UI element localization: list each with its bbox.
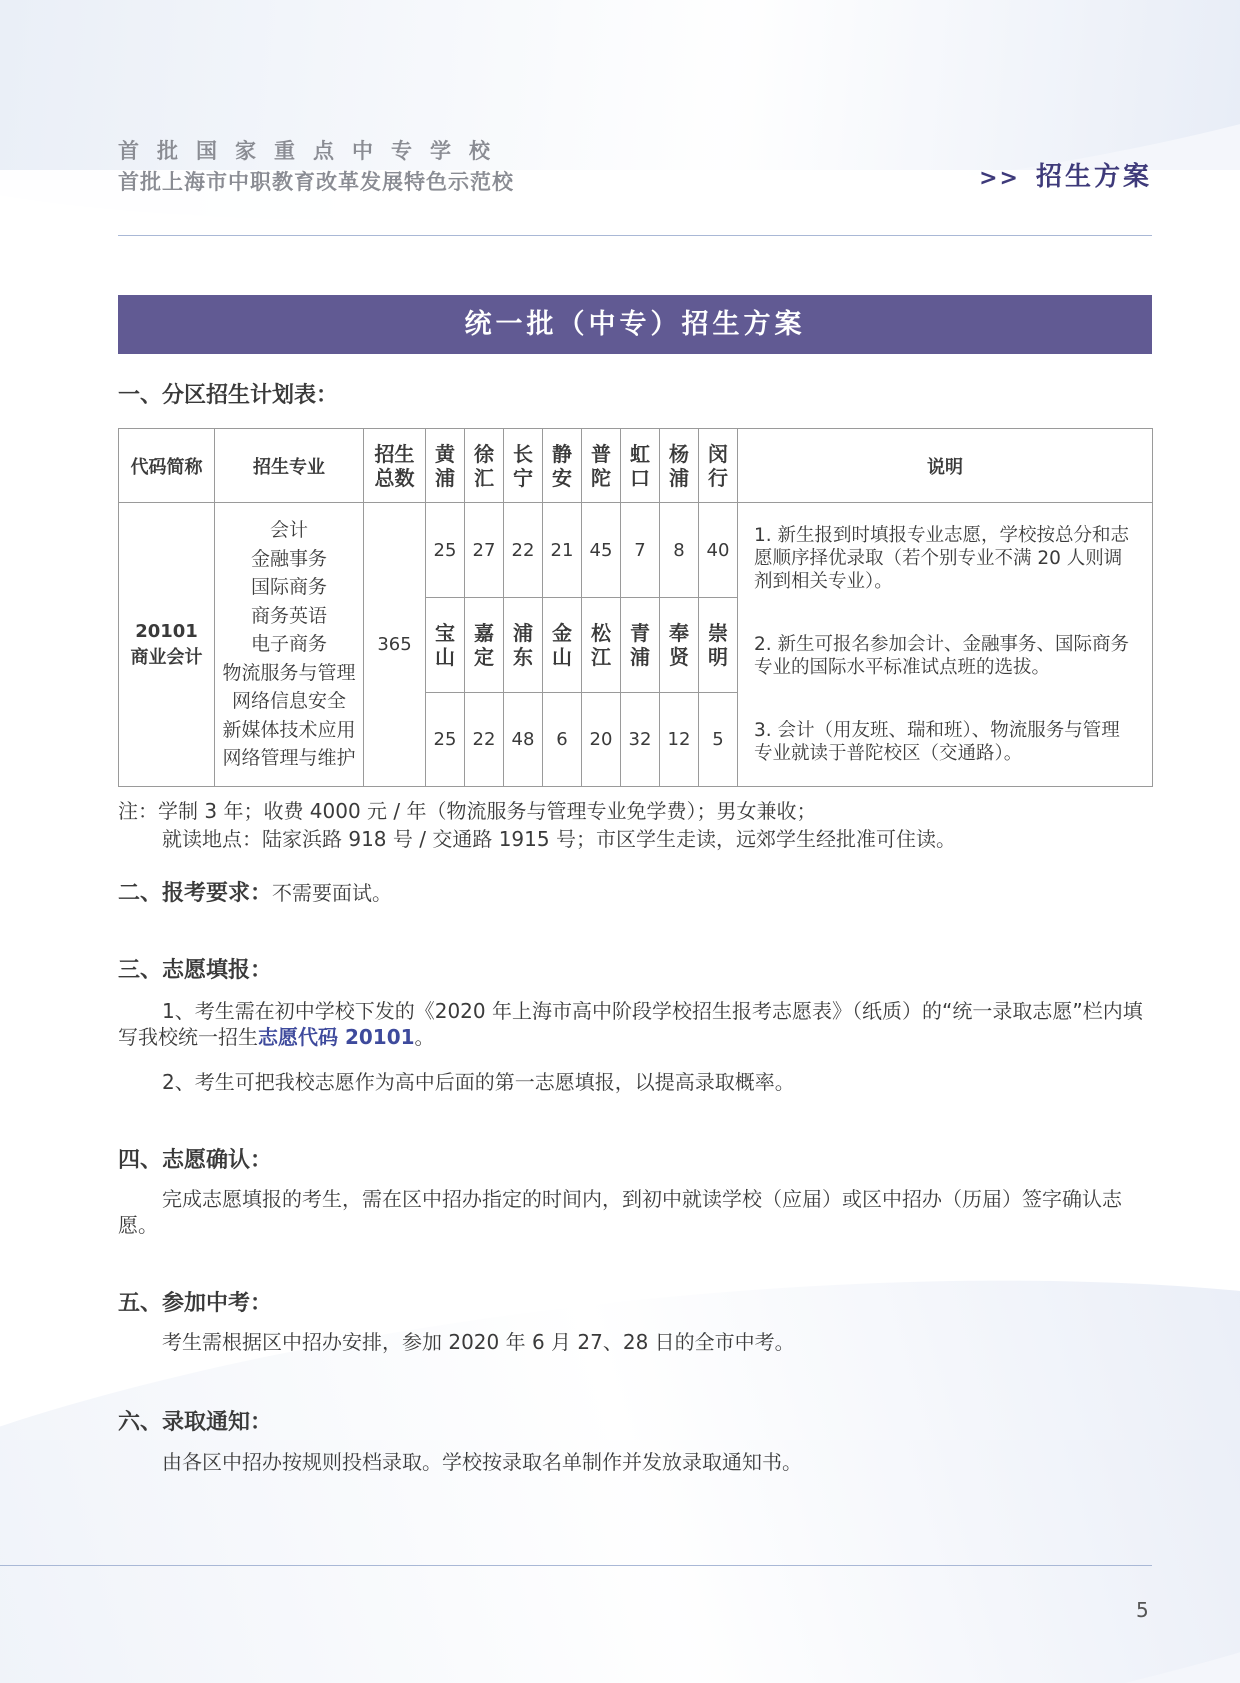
header-major: 招生专业 [215, 429, 364, 503]
district-header: 崇明 [699, 598, 738, 693]
section1-heading: 一、分区招生计划表： [118, 383, 339, 408]
major-item: 网络信息安全 [231, 690, 346, 713]
section2 [118, 880, 392, 907]
district-header: 静安 [543, 429, 582, 503]
district-header: 金山 [543, 598, 582, 693]
district-header: 闵行 [699, 429, 738, 503]
section6-text: 由各区中招办按规则投档录取。学校按录取名单制作并发放录取通知书。 [162, 1450, 802, 1474]
quota-cell: 45 [582, 503, 621, 598]
remark-item: 3. 会计（用友班、瑞和班）、物流服务与管理专业就读于普陀校区（交通路）。 [754, 720, 1120, 764]
page-number: 5 [1136, 1598, 1149, 1622]
quota-cell: 40 [699, 503, 738, 598]
major-item: 网络管理与维护 [222, 747, 356, 770]
section6-heading: 六、录取通知： [118, 1410, 273, 1435]
remark-item: 1. 新生报到时填报专业志愿，学校按总分和志愿顺序择优录取（若个别专业不满 20 人则调剂到相关专业）。 [754, 525, 1130, 592]
double-chevron-icon: >> [979, 166, 1020, 191]
quota-cell: 25 [426, 693, 465, 787]
footer-divider [0, 1565, 1152, 1566]
header-remarks: 说明 [738, 429, 1153, 503]
program-code: 20101 商业会计 [119, 503, 215, 787]
major-item: 会计 [269, 519, 308, 542]
section2-heading: 二、报考要求： [118, 881, 273, 906]
section5-text: 考生需根据区中招办安排，参加 2020 年 6 月 27、28 日的全市中考。 [162, 1330, 795, 1354]
district-header: 长宁 [504, 429, 543, 503]
section4-text: 完成志愿填报的考生，需在区中招办指定的时间内，到初中就读学校（应届）或区中招办（历届）签字确认志愿。 [118, 1187, 1122, 1237]
quota-cell: 7 [621, 503, 660, 598]
quota-cell: 32 [621, 693, 660, 787]
district-header: 普陀 [582, 429, 621, 503]
major-item: 金融事务 [250, 547, 327, 570]
quota-cell: 6 [543, 693, 582, 787]
major-item: 国际商务 [250, 576, 327, 599]
district-header: 青浦 [621, 598, 660, 693]
district-header: 宝山 [426, 598, 465, 693]
section-label [979, 156, 1152, 193]
section5-heading: 五、参加中考： [118, 1291, 273, 1316]
district-header: 松江 [582, 598, 621, 693]
total-count: 365 [364, 503, 426, 787]
quota-cell: 22 [465, 693, 504, 787]
district-header: 黄浦 [426, 429, 465, 503]
district-header: 奉贤 [660, 598, 699, 693]
quota-cell: 8 [660, 503, 699, 598]
enrollment-plan-table [118, 428, 1153, 787]
header-divider [118, 235, 1152, 236]
header-code: 代码简称 [119, 429, 215, 503]
major-item: 物流服务与管理 [222, 661, 356, 684]
major-item: 新媒体技术应用 [222, 718, 356, 741]
district-header: 虹口 [621, 429, 660, 503]
district-header: 徐汇 [465, 429, 504, 503]
remarks-cell [738, 503, 1153, 787]
major-item: 电子商务 [250, 633, 327, 656]
quota-cell: 22 [504, 503, 543, 598]
section3-paragraph2: 2、考生可把我校志愿作为高中后面的第一志愿填报，以提高录取概率。 [162, 1070, 795, 1094]
section-title: 招生方案 [1035, 162, 1152, 192]
quota-cell: 27 [465, 503, 504, 598]
quota-cell: 20 [582, 693, 621, 787]
quota-cell: 12 [660, 693, 699, 787]
volunteer-code-highlight: 志愿代码 20101 [258, 1025, 415, 1049]
table-header-row [119, 429, 1153, 503]
page-banner: 统一批（中专）招生方案 [118, 295, 1152, 354]
section4-heading: 四、志愿确认： [118, 1148, 273, 1173]
section3-heading: 三、志愿填报： [118, 958, 273, 983]
table-note-line1: 注：学制 3 年；收费 4000 元 / 年（物流服务与管理专业免学费）；男女兼收； [118, 799, 817, 823]
district-header: 杨浦 [660, 429, 699, 503]
district-header: 嘉定 [465, 598, 504, 693]
section3-paragraph1: 1、考生需在初中学校下发的《2020 年上海市高中阶段学校招生报考志愿表》（纸质）的“统一录取志愿”栏内填写我校统一招生志愿代码 20101。 [118, 999, 1143, 1049]
quota-cell: 5 [699, 693, 738, 787]
major-item: 商务英语 [250, 604, 327, 627]
majors-list [215, 503, 364, 787]
quota-cell: 48 [504, 693, 543, 787]
section2-text: 不需要面试。 [272, 881, 393, 905]
school-title-line1: 首批国家重点中专学校 [118, 139, 508, 163]
school-titles [118, 136, 514, 198]
header-total: 招生总数 [364, 429, 426, 503]
quota-cell: 25 [426, 503, 465, 598]
table-row [119, 503, 1153, 598]
school-title-line2: 首批上海市中职教育改革发展特色示范校 [118, 170, 514, 194]
remark-item: 2. 新生可报名参加会计、金融事务、国际商务专业的国际水平标准试点班的选拔。 [754, 634, 1130, 678]
table-note-line2: 就读地点：陆家浜路 918 号 / 交通路 1915 号；市区学生走读，远郊学生经批准可住读。 [162, 827, 956, 851]
quota-cell: 21 [543, 503, 582, 598]
district-header: 浦东 [504, 598, 543, 693]
